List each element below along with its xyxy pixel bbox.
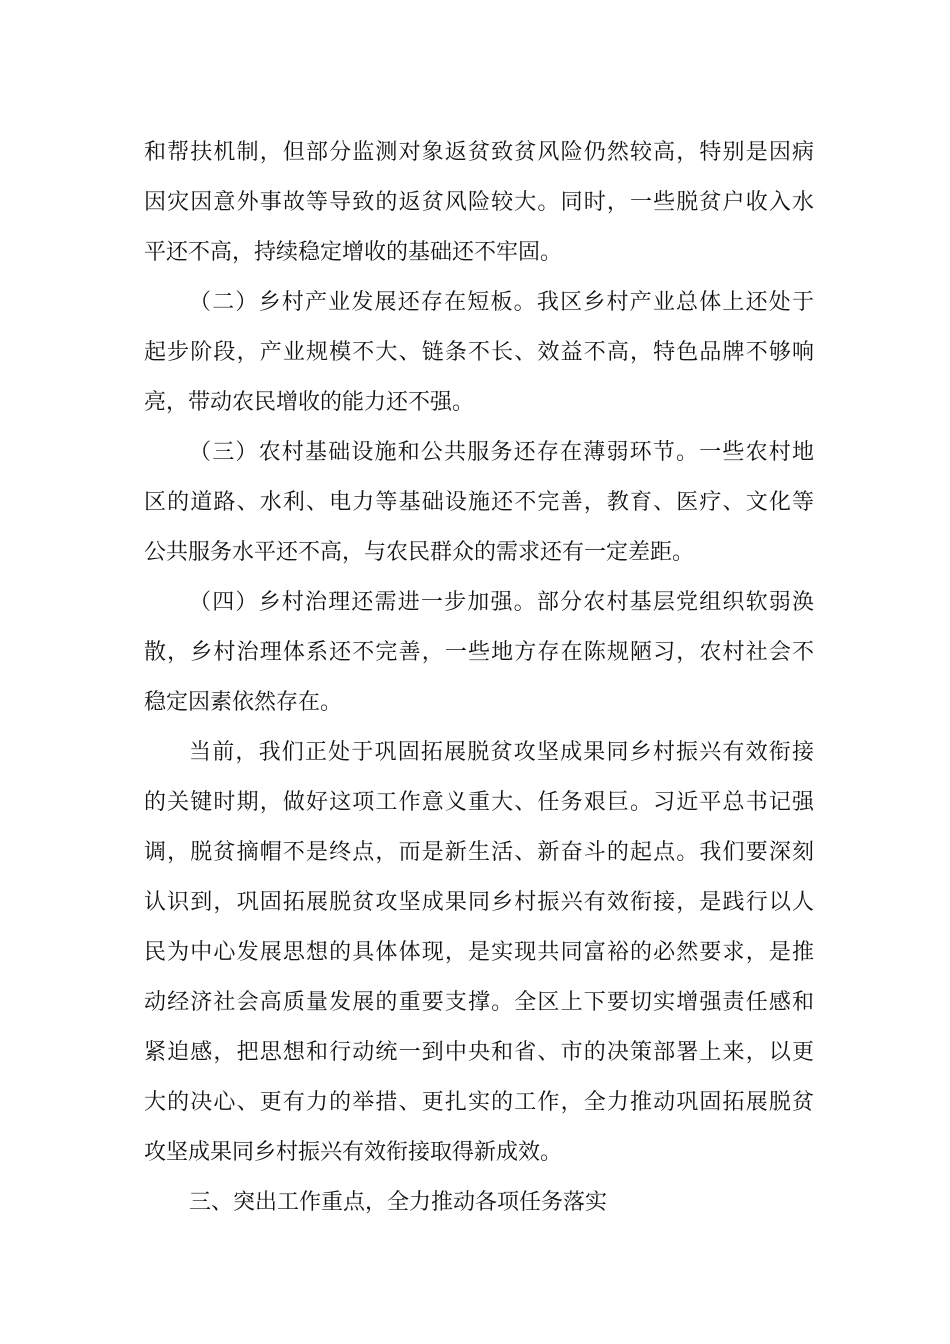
body-line: 稳定因素依然存在。	[144, 690, 343, 715]
body-line: 亮，带动农民增收的能力还不强。	[144, 390, 475, 415]
paragraph-start: 当前，我们正处于巩固拓展脱贫攻坚成果同乡村振兴有效衔接	[189, 740, 814, 765]
section-heading: 三、突出工作重点，全力推动各项任务落实	[189, 1190, 608, 1215]
body-line: 攻坚成果同乡村振兴有效衔接取得新成效。	[144, 1140, 563, 1165]
section-paragraph-start: （二）乡村产业发展还存在短板。我区乡村产业总体上还处于	[189, 290, 814, 315]
body-line: 紧迫感，把思想和行动统一到中央和省、市的决策部署上来，以更	[144, 1040, 814, 1065]
body-line: 散，乡村治理体系还不完善，一些地方存在陈规陋习，农村社会不	[144, 640, 814, 665]
body-line: 大的决心、更有力的举措、更扎实的工作，全力推动巩固拓展脱贫	[144, 1090, 814, 1115]
body-line: 区的道路、水利、电力等基础设施还不完善，教育、医疗、文化等	[144, 490, 814, 515]
body-line: 起步阶段，产业规模不大、链条不长、效益不高，特色品牌不够响	[144, 340, 814, 365]
body-line: 的关键时期，做好这项工作意义重大、任务艰巨。习近平总书记强	[144, 790, 814, 815]
body-line: 因灾因意外事故等导致的返贫风险较大。同时，一些脱贫户收入水	[144, 190, 814, 215]
body-line: 公共服务水平还不高，与农民群众的需求还有一定差距。	[144, 540, 695, 565]
body-line: 调，脱贫摘帽不是终点，而是新生活、新奋斗的起点。我们要深刻	[144, 840, 814, 865]
body-line: 认识到，巩固拓展脱贫攻坚成果同乡村振兴有效衔接，是践行以人	[144, 890, 814, 915]
section-paragraph-start: （四）乡村治理还需进一步加强。部分农村基层党组织软弱涣	[189, 590, 814, 615]
section-paragraph-start: （三）农村基础设施和公共服务还存在薄弱环节。一些农村地	[189, 440, 814, 465]
body-line: 民为中心发展思想的具体体现，是实现共同富裕的必然要求，是推	[144, 940, 814, 965]
body-line: 和帮扶机制，但部分监测对象返贫致贫风险仍然较高，特别是因病	[144, 140, 814, 165]
body-line: 平还不高，持续稳定增收的基础还不牢固。	[144, 240, 563, 265]
body-line: 动经济社会高质量发展的重要支撑。全区上下要切实增强责任感和	[144, 990, 814, 1015]
